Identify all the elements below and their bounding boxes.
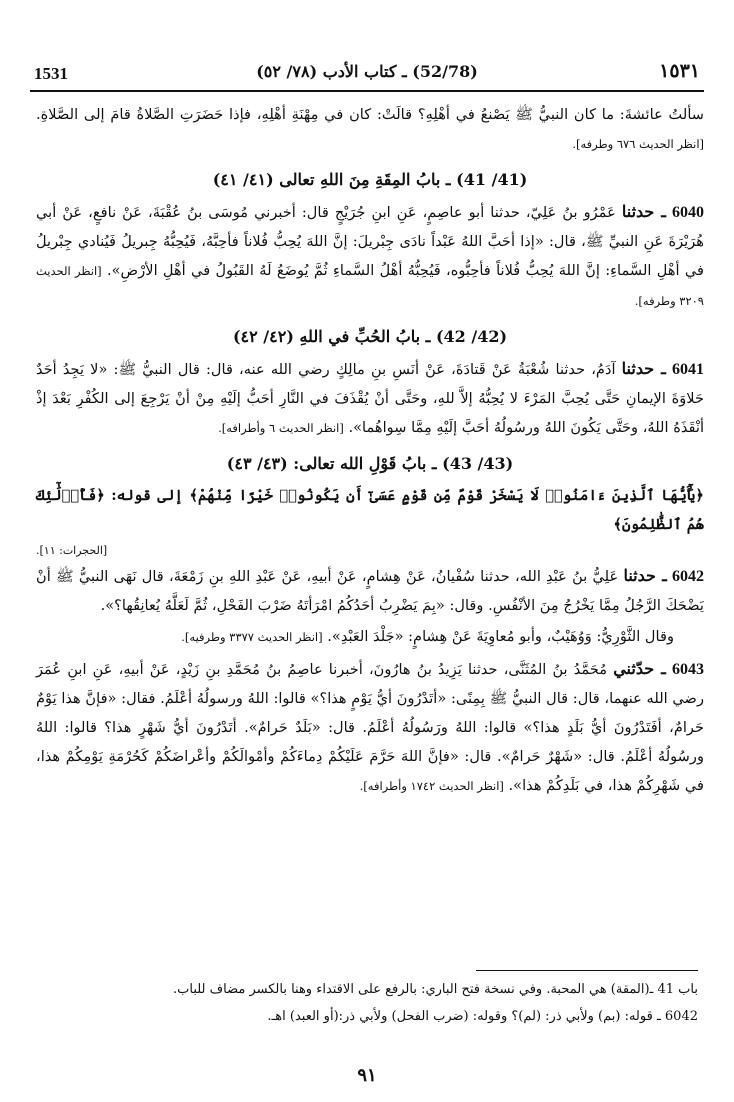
footnotes xyxy=(36,976,698,1030)
main-text xyxy=(36,100,704,803)
intro-paragraph xyxy=(36,100,704,159)
hadith-number: 6040 xyxy=(672,204,705,221)
footnote-rule xyxy=(476,970,698,971)
page-number-latin: 1531 xyxy=(34,64,68,83)
hadith-text: عَلِيُّ بنُ عَبْدِ الله، حدثنا سُفْيانُ، عَنْ هِشامٍ، عَنْ أبيهِ، عَنْ عَبْدِ اللهِ بنِ زَمْعَةَ، قال نَهَى النبيُّ ﷺ أنْ يَضْحَكَ الرَّجُلُ مِمَّا يَخْرُجُ مِنَ الأنْفُسِ. وقال: «بِمَ يَضْرِبُ أحَدُكُمُ امْرَأتَهُ ضَرْبَ الفَحْلِ، ثُمَّ لَعَلَّهُ يُعانِقُها؟». xyxy=(36,568,704,614)
hadith-reference: [انظر الحديث ١٧٤٢ وأطرافه]. xyxy=(359,779,504,793)
chapter-43-heading: (43/ 43) ـ بابُ قَوْلِ الله تعالى: (٤٣/ ٤٣) xyxy=(226,454,514,473)
hadith-opener: ـ حدثنا xyxy=(623,566,667,585)
verse-reference: [الحجرات: ١١]. xyxy=(36,544,108,557)
note-text: وقال الثَّوْرِيُّ: وَوُهَيْبٌ، وأبو مُعاوِيَةَ عَنْ هِشامٍ: «جَلْدَ العَبْدِ». xyxy=(327,628,674,645)
footer-page-number: ٩١ xyxy=(357,1065,377,1086)
hadith-number: 6041 xyxy=(672,361,705,378)
quran-verse xyxy=(36,481,704,539)
header-rule xyxy=(30,90,704,92)
intro-text: سألتُ عائشةَ: ما كان النبيُّ ﷺ يَصْنعُ في أهْلِهِ؟ قالَتْ: كان في مِهْنَةِ أهْلِهِ، فإذا حَضَرَتِ الصَّلاةُ قامَ إلى الصَّلاةِ. xyxy=(36,106,704,123)
hadith-opener: ـ حدثنا xyxy=(621,359,666,378)
page-number-arabic: ١٥٣١ xyxy=(659,60,700,82)
hadith-reference: [انظر الحديث ٣٢٠٩ وطرفه]. xyxy=(36,264,704,308)
hadith-opener: ـ حدثنا xyxy=(621,202,666,221)
footnote-item: باب 41 ـ(المقة) هي المحبة. وفي نسخة فتح الباري: بالرفع على الاقتداء وهنا بالكسر مضاف للباب. xyxy=(172,982,698,997)
running-title: (52/78) ـ كتاب الأدب (٧٨/ ٥٢) xyxy=(256,62,478,81)
hadith-6043 xyxy=(36,654,704,801)
verse-text: ﴿يَٰٓأَيُّهَا ٱلَّذِينَ ءَامَنُوا۟ لَا يَسْخَرْ قَوْمٌ مِّن قَوْمٍ عَسَىٰٓ أَن يَكُونُوا۟ خَيْرًا مِّنْهُمْ﴾ إلى قوله: ﴿فَأُو۟لَٰٓئِكَ هُمُ ٱلظَّٰلِمُونَ﴾ xyxy=(36,487,704,533)
footnote-item: 6042 ـ قوله: (بم) ولأبي ذر: (لم)؟ وقوله: (ضرب الفحل) ولأبي ذر:(أو العبد) اهـ. xyxy=(267,1009,698,1024)
page-header xyxy=(30,56,704,90)
hadith-6041 xyxy=(36,354,704,443)
note-reference: [انظر الحديث ٣٣٧٧ وطرفيه]. xyxy=(181,630,323,644)
hadith-reference: [انظر الحديث ٦ وأطرافه]. xyxy=(218,421,344,435)
hadith-text: مُحَمَّدُ بنُ المُثَنَّى، حدثنا يَزِيدُ بنُ هارُونَ، أخبرنا عاصِمُ بنُ مُحَمَّدِ بنِ زَيْدٍ، عَنْ أبيهِ، عَنِ ابنِ عُمَرَ رضي الله عنهما، قال: قال النبيُّ ﷺ بِمِنًى: «أتَدْرُونَ أيُّ يَوْمٍ هذا؟» قالوا: اللهُ ورسولُهُ أعْلَمُ. فقال: «فإنَّ هذا يَوْمٌ حَرامٌ، أفَتَدْرُونَ أيُّ بَلَدٍ هذا؟» قالوا: اللهُ ورَسُولُهُ أعْلَمُ. قال: «بَلَدٌ حَرامٌ». أتَدْرُونَ أيُّ شَهْرٍ هذا؟ قالوا: اللهُ ورسُولُهُ أعْلَمُ. قال: «شَهْرٌ حَرامٌ». قال: «فإنَّ اللهَ حَرَّمَ عَلَيْكُمْ دِماءَكُمْ وأمْوالَكُمْ وأعْراضَكُمْ كَحُرْمَةِ يَوْمِكُمْ هذا، في شَهْرِكُمْ هذا، في بَلَدِكُمْ هذا». xyxy=(36,661,704,794)
hadith-6042-note xyxy=(36,622,704,652)
hadith-opener: ـ حدّثني xyxy=(613,659,666,678)
chapter-42-heading: (42/ 42) ـ بابُ الحُبِّ في اللهِ (٤٢/ ٤٢) xyxy=(232,327,508,346)
chapter-41-heading: (41/ 41) ـ بابُ المِقَةِ مِنَ اللهِ تعالى (٤١/ ٤١) xyxy=(212,170,528,189)
hadith-6040 xyxy=(36,197,704,316)
hadith-6042 xyxy=(36,561,704,620)
hadith-text: آدَمُ، حدثنا شُعْبَةُ عَنْ قَتادَةَ، عَنْ أنَسِ بنِ مالِكٍ رضي الله عنه، قال: قال النبيُّ ﷺ: «لا يَجِدُ أحَدٌ حَلاوَةَ الإيمانِ حَتَّى يُحِبَّ المَرْءَ لا يُحِبُّهُ إلاَّ للهِ، وحَتَّى أنْ يُقْذَفَ في النَّارِ أحَبُّ إلَيْهِ مِنْ أنْ يَرْجِعَ إلى الكُفْرِ بَعْدَ إذْ أنْقَذَهُ اللهُ، وحَتَّى يَكُونَ اللهُ ورسُولُهُ أحَبَّ إلَيْهِ مِمَّا سِواهُما». xyxy=(36,361,704,436)
hadith-text: عَمْرُو بنُ عَلِيّ، حدثنا أبو عاصِمٍ، عَنِ ابنِ جُرَيْجٍ قال: أخبرني مُوسَى بنُ عُقْبَةَ، عَنْ نافعٍ، عَنْ أبي هُرَيْرَةَ عَنِ النبيِّ ﷺ، قال: «إذا أحَبَّ اللهُ عَبْداً نادَى جِبْريلَ: إنَّ اللهَ يُحِبُّ فُلاناً فأحِبَّهُ، فَيُحِبُّهُ جِبريلُ فَيُنادي جِبْريلُ في أهْلِ السَّماءِ: إنَّ اللهَ يُحِبُّ فُلاناً فأحِبُّوه، فَيُحِبُّهُ أهْلُ السَّماءِ ثُمَّ يُوضَعُ لَهُ القَبُولُ في أهْلِ الأرْضِ». xyxy=(36,204,705,279)
intro-reference: [انظر الحديث ٦٧٦ وطرفه]. xyxy=(572,137,704,151)
hadith-number: 6043 xyxy=(672,661,704,678)
hadith-number: 6042 xyxy=(672,568,704,585)
